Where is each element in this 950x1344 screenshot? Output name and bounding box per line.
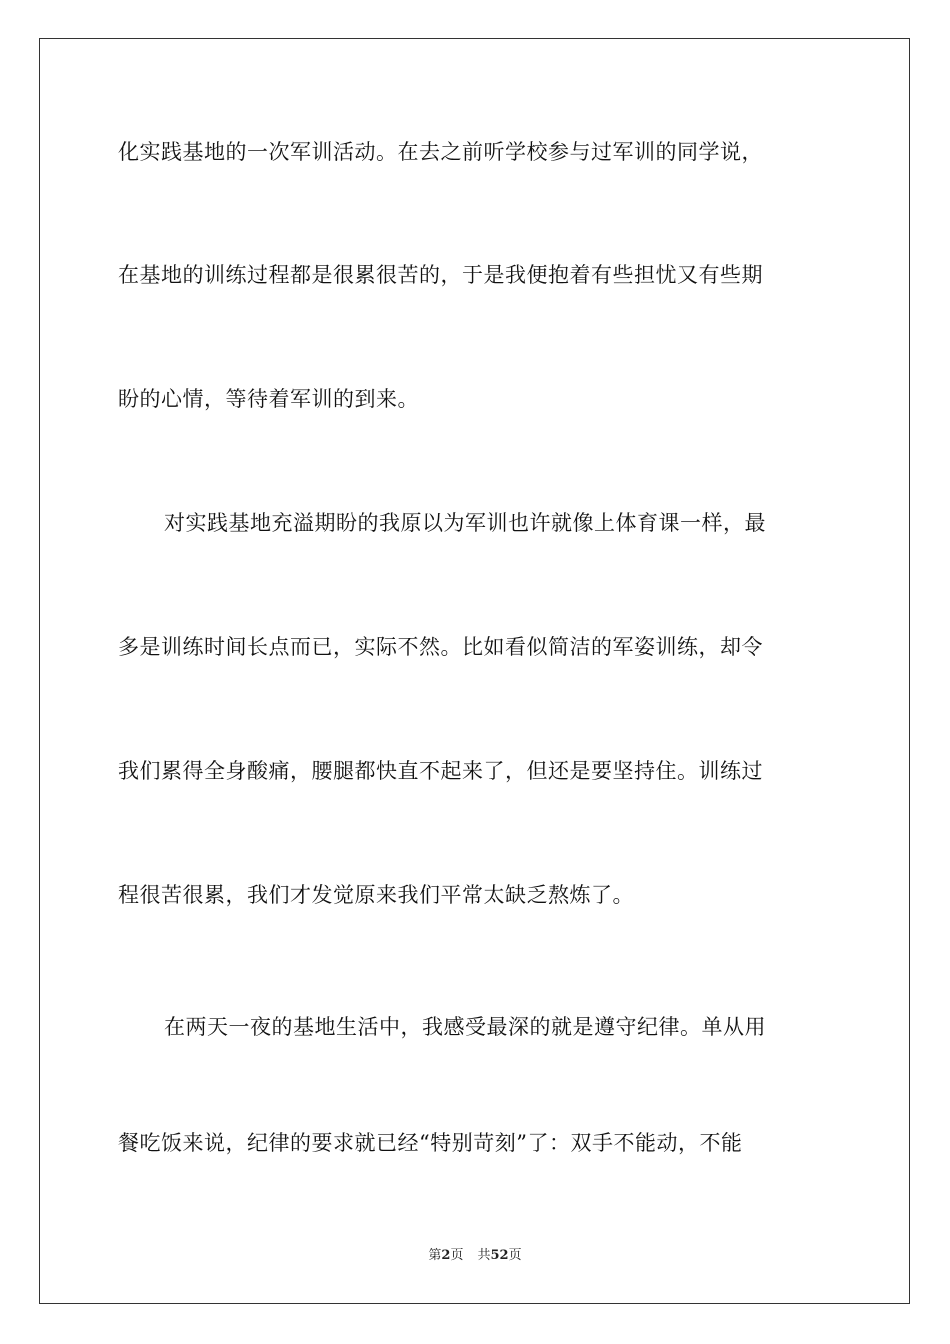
page-number: 2	[441, 1248, 451, 1263]
total-label-prefix: 共	[477, 1248, 491, 1263]
page-label-suffix: 页	[450, 1248, 464, 1263]
total-pages: 52	[490, 1248, 509, 1263]
page-border	[39, 38, 910, 1304]
body-text-line: 多是训练时间长点而已，实际不然。比如看似简洁的军姿训练，却令	[118, 635, 763, 659]
body-text-line: 化实践基地的一次军训活动。在去之前听学校参与过军训的同学说，	[118, 140, 763, 164]
paragraph-first-line: 在两天一夜的基地生活中，我感受最深的就是遵守纪律。单从用	[164, 1015, 766, 1039]
page-label-prefix: 第	[428, 1248, 442, 1263]
body-text-line: 餐吃饭来说，纪律的要求就已经“特别苛刻”了：双手不能动，不能	[118, 1131, 743, 1155]
paragraph-first-line: 对实践基地充溢期盼的我原以为军训也许就像上体育课一样，最	[164, 511, 766, 535]
total-label-suffix: 页	[508, 1248, 522, 1263]
body-text-line: 程很苦很累，我们才发觉原来我们平常太缺乏熬炼了。	[118, 883, 634, 907]
body-text-line: 我们累得全身酸痛，腰腿都快直不起来了，但还是要坚持住。训练过	[118, 759, 763, 783]
body-text-line: 在基地的训练过程都是很累很苦的，于是我便抱着有些担忧又有些期	[118, 263, 763, 287]
page-footer	[0, 1247, 950, 1265]
body-text-line: 盼的心情，等待着军训的到来。	[118, 387, 419, 411]
